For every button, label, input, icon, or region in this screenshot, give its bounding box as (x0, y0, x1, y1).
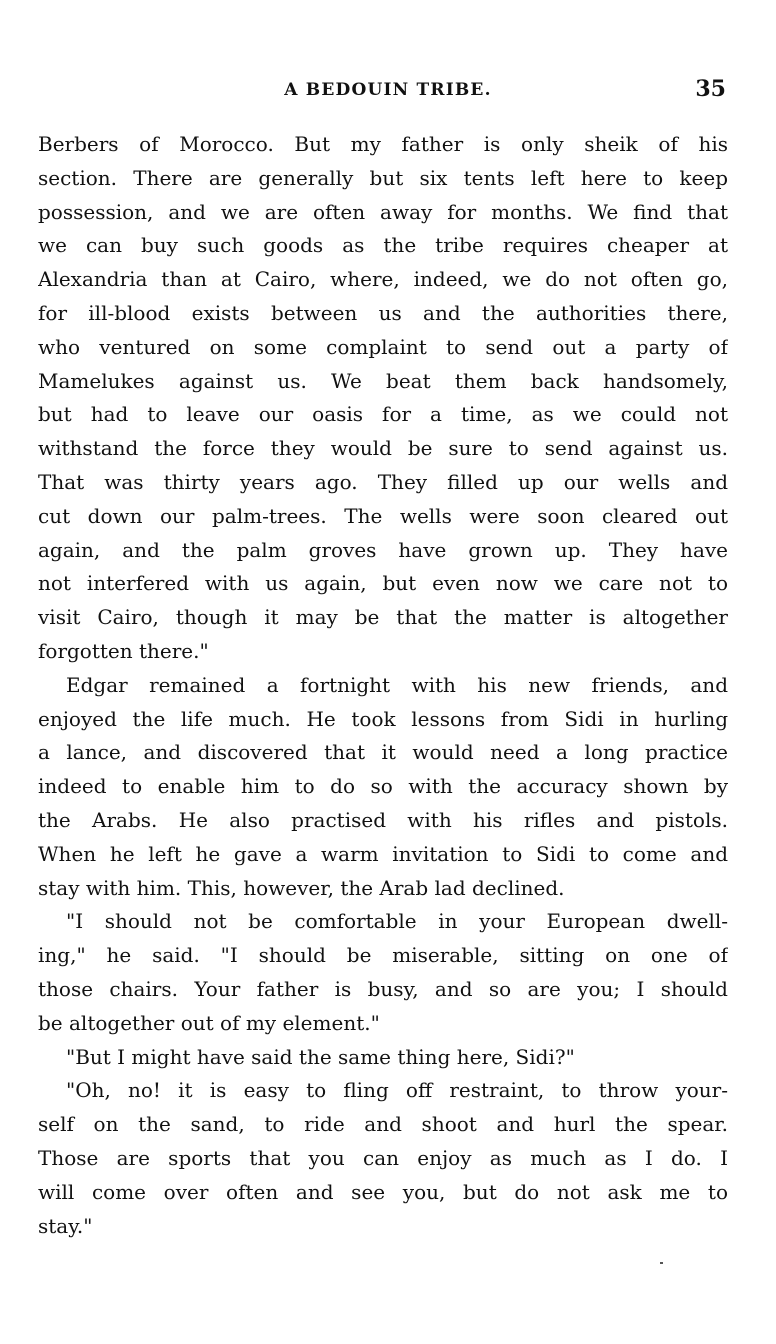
text-line: self on the sand, to ride and shoot and hurl the spear. (38, 1112, 728, 1137)
text-line: indeed to enable him to do so with the accuracy shown by (38, 774, 728, 799)
text-line: stay." (38, 1213, 93, 1238)
text-line: we can buy such goods as the tribe requires cheaper at (38, 233, 728, 258)
text-line: a lance, and discovered that it would need a long practice (38, 740, 728, 765)
text-line: Berbers of Morocco. But my father is only sheik of his (38, 132, 728, 156)
text-line: withstand the force they would be sure to send against us. (38, 436, 728, 461)
text-line: enjoyed the life much. He took lessons from Sidi in hurling (38, 706, 728, 731)
text-line: "I should not be comfortable in your European dwell- (66, 909, 728, 934)
text-line: be altogether out of my element." (38, 1010, 380, 1035)
text-line: "But I might have said the same thing here, Sidi?" (66, 1044, 575, 1069)
text-line: possession, and we are often away for months. We find that (38, 199, 728, 224)
text-line: not interfered with us again, but even now we care not to (38, 571, 728, 596)
page-number: 35 (695, 76, 726, 102)
body-text (38, 128, 728, 1243)
text-line: visit Cairo, though it may be that the matter is altogether (38, 605, 728, 630)
text-line: Alexandria than at Cairo, where, indeed, we do not often go, (38, 267, 728, 292)
text-line: who ventured on some complaint to send out a party of (38, 334, 728, 359)
text-line: section. There are generally but six tents left here to keep (38, 165, 728, 190)
stray-ink-mark (660, 1262, 663, 1264)
text-line: Edgar remained a fortnight with his new friends, and (66, 672, 728, 697)
text-line: cut down our palm-trees. The wells were soon cleared out (38, 503, 728, 528)
text-line: Those are sports that you can enjoy as much as I do. I (38, 1145, 728, 1170)
text-line: will come over often and see you, but do not ask me to (38, 1179, 728, 1204)
text-line: Mamelukes against us. We beat them back handsomely, (38, 368, 728, 393)
text-line: again, and the palm groves have grown up. They have (38, 537, 728, 562)
text-line: stay with him. This, however, the Arab lad declined. (38, 875, 565, 900)
text-line: for ill-blood exists between us and the authorities there, (38, 300, 728, 325)
text-line: forgotten there." (38, 638, 209, 663)
text-line: ing," he said. "I should be miserable, sitting on one of (38, 943, 728, 968)
text-line: "Oh, no! it is easy to fling off restraint, to throw your- (66, 1078, 728, 1103)
running-title: A BEDOUIN TRIBE. (284, 80, 492, 100)
text-line: but had to leave our oasis for a time, as we could not (38, 402, 728, 427)
running-head (38, 76, 738, 106)
text-line: the Arabs. He also practised with his rifles and pistols. (38, 807, 728, 832)
text-line: those chairs. Your father is busy, and so are you; I should (38, 976, 728, 1001)
text-line: That was thirty years ago. They filled up our wells and (38, 469, 728, 494)
text-line: When he left he gave a warm invitation to Sidi to come and (38, 841, 728, 866)
